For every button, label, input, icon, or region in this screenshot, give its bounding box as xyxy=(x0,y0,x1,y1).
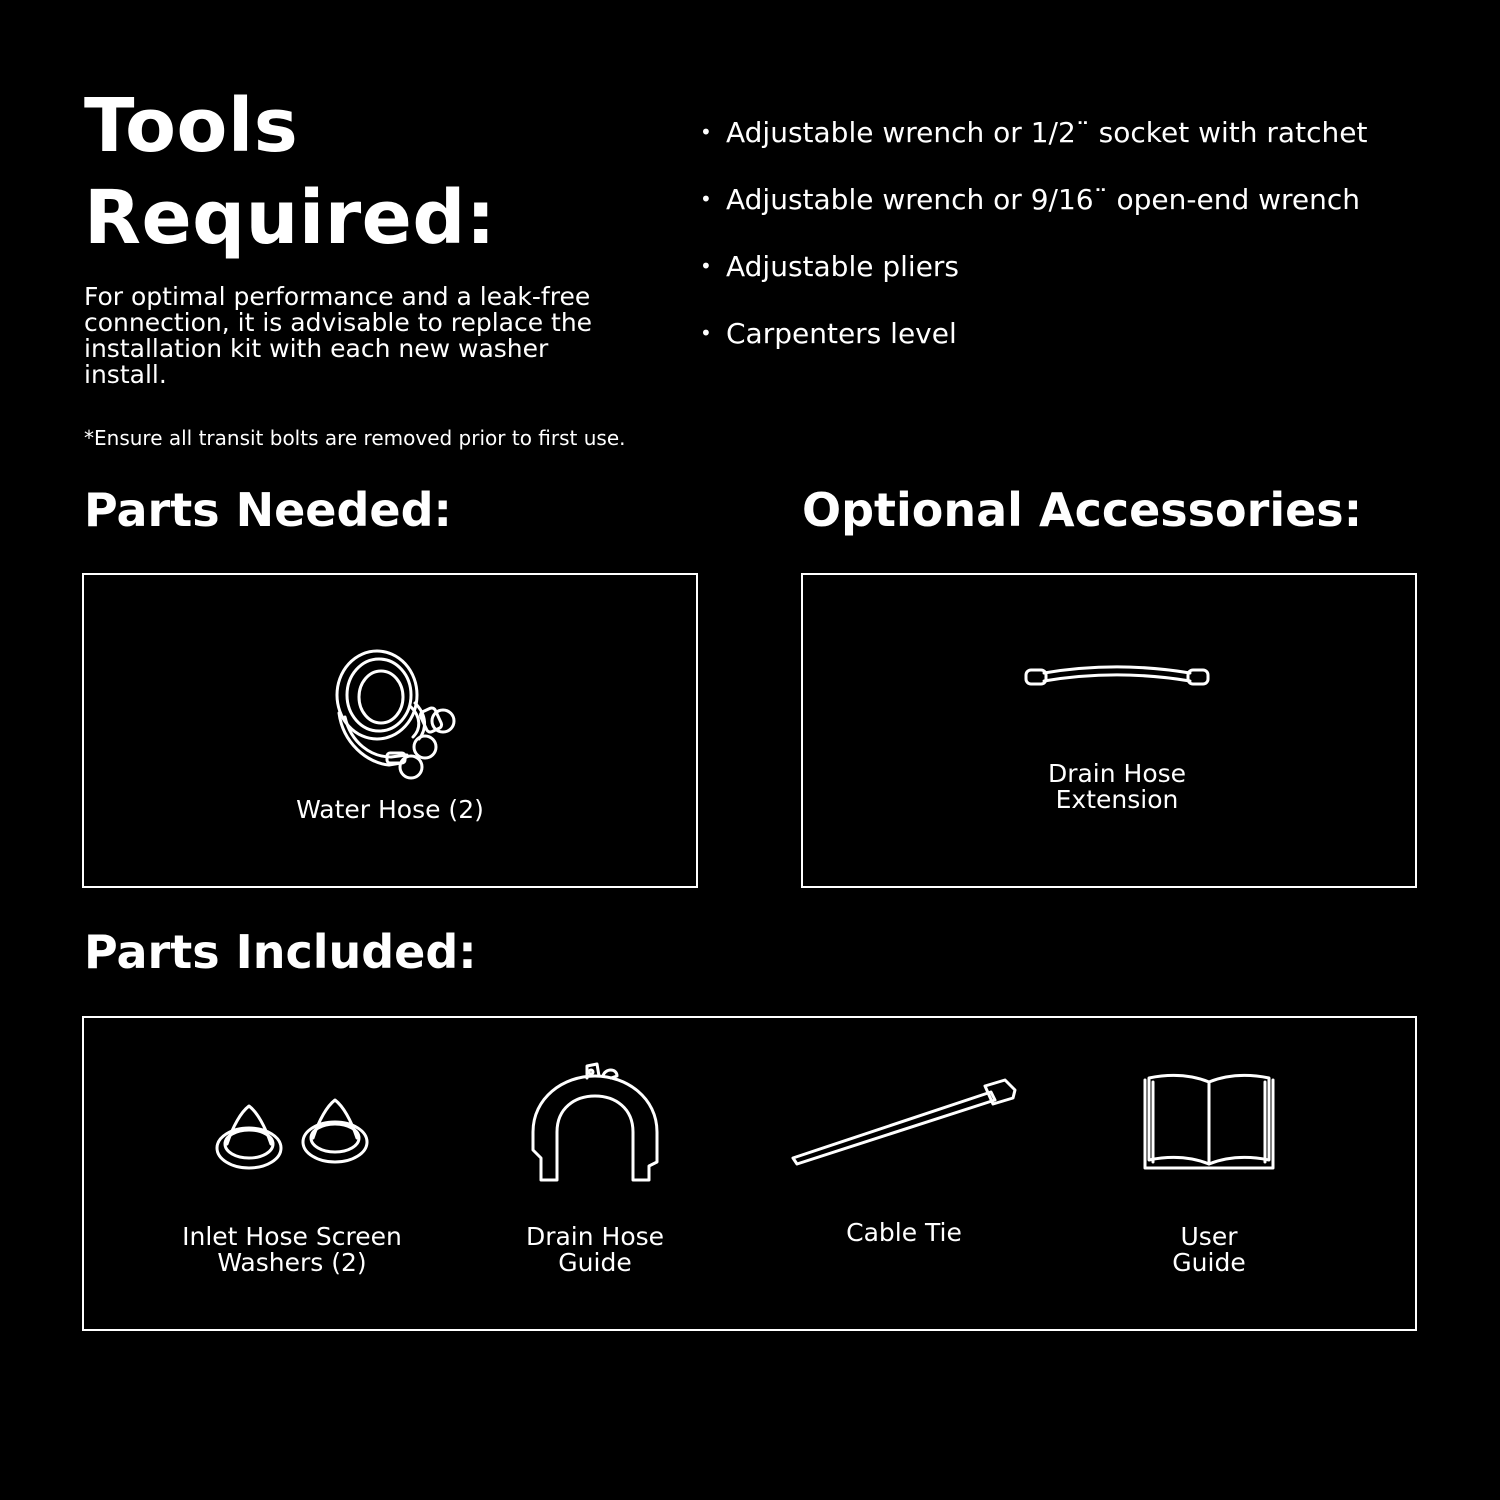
tool-label: Adjustable wrench or 1/2¨ socket with ratchet xyxy=(726,115,1368,149)
screen-washer-label: Washers (2) xyxy=(217,1248,367,1277)
parts-needed-item xyxy=(84,643,696,823)
cable-tie-label: Cable Tie xyxy=(846,1218,962,1247)
tools-required-title xyxy=(84,80,496,264)
screen-washer-icon xyxy=(207,1082,377,1182)
title-line-1: Tools xyxy=(84,83,299,169)
drain-hose-extension-icon xyxy=(1022,661,1212,691)
parts-included-item xyxy=(1084,1072,1334,1276)
parts-included-heading: Parts Included: xyxy=(84,925,477,979)
tools-list xyxy=(700,112,1367,380)
tools-list-item xyxy=(700,112,1367,152)
tools-list-item xyxy=(700,179,1367,219)
tool-label: Carpenters level xyxy=(726,316,957,350)
drain-hose-extension-label: Drain Hose xyxy=(1047,759,1187,788)
screen-washer-label: Inlet Hose Screen xyxy=(182,1222,402,1251)
tools-list-item xyxy=(700,246,1367,286)
tool-label: Adjustable wrench or 9/16¨ open-end wrench xyxy=(726,182,1361,216)
parts-included-item xyxy=(779,1078,1029,1246)
drain-hose-guide-icon xyxy=(525,1062,665,1182)
parts-included-item xyxy=(147,1082,437,1276)
user-guide-icon xyxy=(1139,1072,1279,1176)
user-guide-label: User xyxy=(1180,1222,1238,1251)
bullet-icon: • xyxy=(700,254,712,278)
title-line-2: Required: xyxy=(84,175,496,261)
parts-included-item xyxy=(470,1062,720,1276)
drain-hose-guide-label: Drain Hose xyxy=(525,1222,665,1251)
optional-accessory-item xyxy=(803,661,1431,813)
transit-bolts-note: *Ensure all transit bolts are removed prior to first use. xyxy=(84,426,626,450)
cable-tie-icon xyxy=(789,1078,1019,1168)
optional-accessories-heading: Optional Accessories: xyxy=(802,483,1363,537)
water-hose-label: Water Hose (2) xyxy=(296,795,484,824)
user-guide-label: Guide xyxy=(1172,1248,1246,1277)
bullet-icon: • xyxy=(700,321,712,345)
drain-hose-extension-label: Extension xyxy=(1055,785,1179,814)
bullet-icon: • xyxy=(700,120,712,144)
drain-hose-guide-label: Guide xyxy=(558,1248,632,1277)
water-hose-icon xyxy=(315,643,465,783)
tool-label: Adjustable pliers xyxy=(726,249,960,283)
tools-list-item xyxy=(700,313,1367,353)
tools-intro-text: For optimal performance and a leak-free connection, it is advisable to replace the installation kit with each new washer install. xyxy=(84,282,593,389)
parts-included-box xyxy=(82,1016,1417,1331)
bullet-icon: • xyxy=(700,187,712,211)
parts-needed-heading: Parts Needed: xyxy=(84,483,452,537)
parts-needed-box xyxy=(82,573,698,888)
optional-accessories-box xyxy=(801,573,1417,888)
